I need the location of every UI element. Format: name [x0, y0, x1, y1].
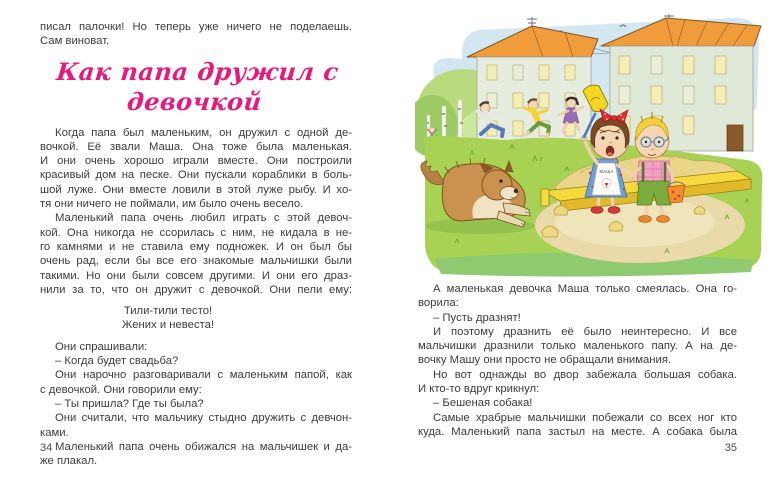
text-line: кой. Она никогда не ссорилась с ним, не кидала в не-: [40, 226, 352, 239]
paragraph: [418, 411, 737, 440]
text-line: Они считали, что мальчику стыдно дружить с девчон-: [55, 412, 352, 425]
text-line: И кто-то вдруг крикнул:: [418, 383, 540, 396]
text-line: И поэтому дразнить её было неинтересно. И все: [433, 325, 737, 338]
boy-shoe2: [657, 216, 670, 223]
text-line: – Бешеная собака!: [433, 397, 533, 410]
paragraph: [40, 211, 352, 297]
dialogue-line: [40, 354, 352, 368]
left-page-text: [40, 20, 352, 468]
paragraph: [40, 340, 352, 354]
text-line: вочку Машу они просто не обращали внимания.: [418, 354, 672, 367]
paragraph: [40, 126, 352, 212]
text-line: го камнями и не ставила ему подножек. И он был бы: [40, 240, 352, 253]
dog-eye: [499, 179, 502, 182]
page-right: [385, 0, 770, 493]
text-line: Они спрашивали:: [55, 340, 148, 353]
text-line: – Когда будет свадьба?: [55, 355, 179, 368]
dialogue-line: [40, 397, 352, 411]
apron-label: МАША: [599, 169, 614, 174]
paragraph: [418, 368, 737, 397]
right-page-text: [418, 282, 737, 439]
text-line: куда. Маленький папа застыл на месте. А собака была: [418, 425, 737, 438]
text-line: Жених и невеста!: [121, 319, 215, 332]
girl-shoe2: [608, 207, 620, 214]
text-line: Сам виноват.: [40, 35, 110, 48]
boy-shoe: [639, 216, 652, 223]
story-title: [40, 57, 352, 117]
text-line: очень рад, если бы все его знакомые мальчишки были: [40, 255, 352, 268]
paragraph: [40, 368, 352, 397]
text-line: Тили-тили тесто!: [123, 305, 213, 318]
text-line: писал палочки! Но теперь уже ничего не поделаешь.: [40, 21, 352, 33]
text-line: Маленький папа очень любил играть с этой девоч-: [55, 212, 352, 225]
text-line: – Пусть дразнят!: [433, 311, 521, 324]
text-line: Как папа дружил с девочкой: [55, 56, 341, 116]
text-line: же плакал.: [40, 455, 98, 468]
page-number-right: 35: [724, 442, 737, 454]
text-line: ворила:: [418, 297, 459, 310]
teasing-rhyme: [40, 304, 352, 333]
text-line: Они нарочно разговаривали с маленьким папой, как: [55, 369, 352, 382]
text-line: с девочкой. Они говорили ему:: [40, 383, 202, 396]
text-line: мальчишки дразнили только маленького папу. А на де-: [418, 340, 737, 353]
text-line: нили за то, что он дружит с девочкой. Они пели ему:: [40, 283, 352, 296]
text-line: ками.: [40, 426, 69, 439]
text-line: Маленький папа очень обижался на мальчишек и да-: [55, 440, 352, 453]
text-line: такими. Но они были совсем другими. И они его драз-: [40, 269, 352, 282]
paragraph: [418, 282, 737, 311]
building-door: [727, 125, 743, 151]
dog-nose: [514, 189, 518, 193]
text-line: – Ты пришла? Где ты была?: [55, 397, 204, 410]
text-line: красивый дом на песке. Они пускали кораблики в боль-: [40, 169, 352, 182]
paragraph: [40, 440, 352, 469]
text-line: А маленькая девочка Маша только смеялась. Она го-: [433, 283, 737, 295]
paragraph: [418, 325, 737, 368]
page-number-left: 34: [40, 442, 53, 454]
girl-shoe: [591, 207, 603, 214]
paragraph: [40, 411, 352, 440]
text-line: Но вот однажды во двор забежала большая собака.: [433, 368, 737, 381]
text-line: И они очень хорошо играли вместе. Они построили: [40, 155, 352, 168]
illustration-yard-scene: [415, 12, 765, 278]
text-line: шой луже. Они вместе ловили в этой луже рыбу. И хо-: [40, 183, 352, 196]
dialogue-line: [418, 311, 737, 325]
dialogue-line: [418, 396, 737, 410]
text-line: Самые храбрые мальчишки побежали со всех ног кто: [433, 411, 737, 424]
text-line: Когда папа был маленьким, он дружил с одной де-: [55, 126, 352, 139]
text-line: вочкой. Её звали Маша. Она тоже была маленькая.: [40, 140, 352, 153]
text-line: тя они ничего не поймали, им было очень весело.: [40, 198, 304, 211]
continued-paragraph: [40, 20, 352, 49]
